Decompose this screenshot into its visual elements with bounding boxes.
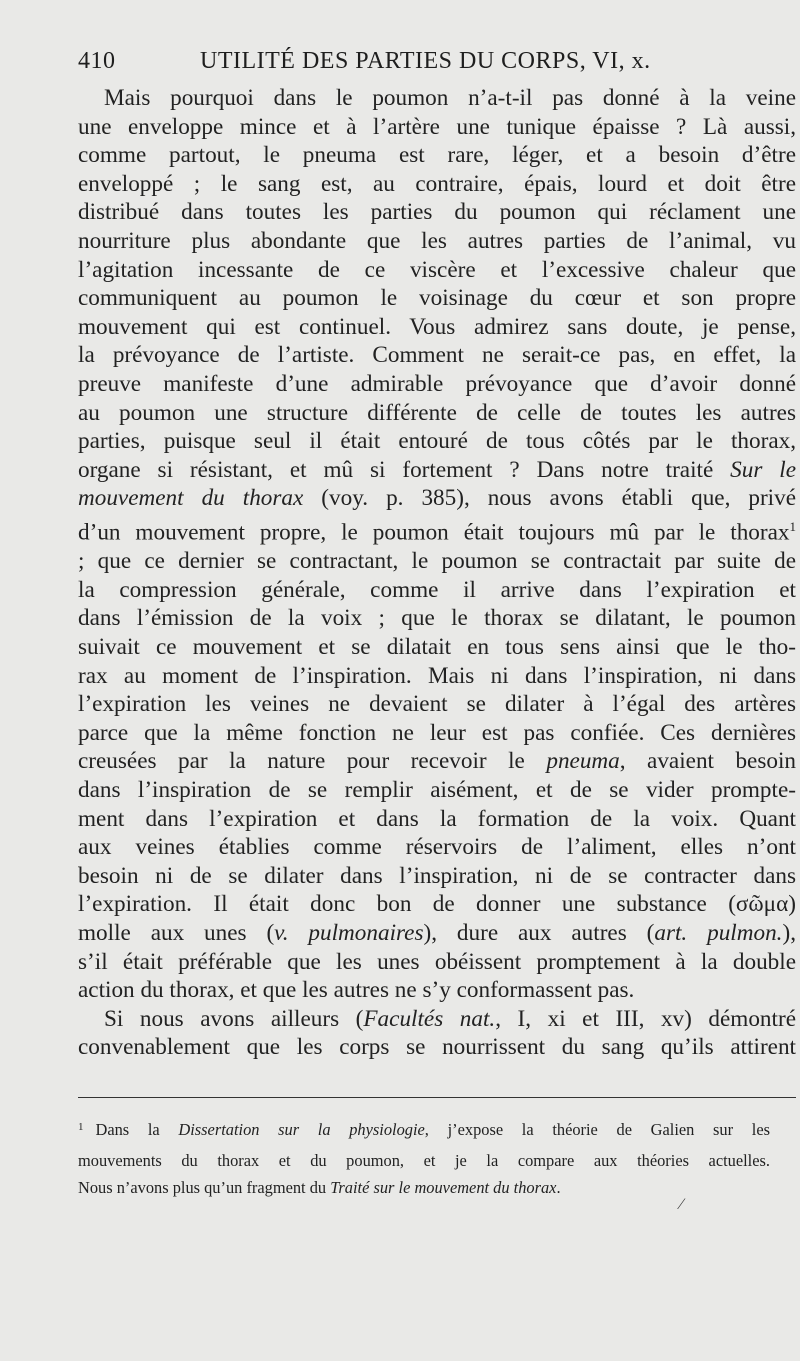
text-segment: Si nous avons ailleurs ( <box>104 1005 364 1032</box>
text-line <box>78 1005 796 1034</box>
italic-title: mouvement du thorax <box>78 485 304 512</box>
text-line <box>78 747 796 776</box>
text-line: preuve manifeste d’une admirable prévoyance que d’avoir donné <box>78 370 796 397</box>
running-title: UTILITÉ DES PARTIES DU CORPS, VI, x. <box>200 48 651 74</box>
text-line: comme partout, le pneuma est rare, léger, et a besoin d’être <box>78 142 796 169</box>
text-line: dans l’inspiration de se remplir aisément, et de se vider prompte- <box>78 776 796 803</box>
text-segment: Dans la <box>95 1120 179 1139</box>
text-line: ; que ce dernier se contractant, le poumon se contractait par suite de <box>78 548 796 575</box>
italic-title: Dissertation sur la physiologie <box>178 1120 425 1139</box>
text-segment: , avaient besoin <box>619 748 796 775</box>
text-line: action du thorax, et que les autres ne s’y conformassent pas. <box>78 977 635 1004</box>
text-line: parties, puisque seul il était entouré de tous côtés par le thorax, <box>78 428 796 455</box>
text-segment: Nous n’avons plus qu’un fragment du <box>78 1178 331 1198</box>
footnote-line <box>78 1174 770 1202</box>
italic-term: v. pulmonaires <box>274 919 424 946</box>
text-line: distribué dans toutes les parties du poumon qui réclament une <box>78 199 796 226</box>
text-segment: molle aux unes ( <box>78 919 275 946</box>
text-line: l’expiration les veines ne devaient se dilater à l’égal des artères <box>78 691 796 718</box>
footnote <box>78 1116 770 1202</box>
text-line <box>78 513 796 547</box>
text-line: rax au moment de l’inspiration. Mais ni dans l’inspiration, ni dans <box>78 662 796 689</box>
text-line: parce que la même fonction ne leur est pas confiée. Ces dernières <box>78 719 796 746</box>
main-text <box>78 84 796 1062</box>
text-line: suivait ce mouvement et se dilatait en tous sens ainsi que le tho- <box>78 634 796 661</box>
text-line: une enveloppe mince et à l’artère une tunique épaisse ? Là aussi, <box>78 113 796 140</box>
text-line: s’il était préférable que les unes obéissent promptement à la double <box>78 948 796 975</box>
text-line: enveloppé ; le sang est, au contraire, épais, lourd et doit être <box>78 170 796 197</box>
text-line: dans l’émission de la voix ; que le thorax se dilatant, le poumon <box>78 605 796 632</box>
text-segment: organe si résistant, et mû si fortement ? Dans notre traité <box>78 456 714 483</box>
text-line: aux veines établies comme réservoirs de l’aliment, elles n’ont <box>78 834 796 861</box>
text-line: l’expiration. Il était donc bon de donner une substance (σῶμα) <box>78 891 796 918</box>
italic-title: Sur le <box>730 456 797 483</box>
text-segment: . <box>556 1178 561 1198</box>
text-segment: , I, xi et III, xv) démontré <box>495 1005 796 1032</box>
text-segment: ), <box>782 919 796 946</box>
text-segment: ), dure aux autres ( <box>423 919 655 946</box>
footnote-reference[interactable]: 1 <box>789 518 796 534</box>
stray-mark: ⁄ <box>680 1196 683 1213</box>
text-segment: creusées par la nature pour recevoir le <box>78 748 525 775</box>
footnote-divider <box>78 1097 796 1098</box>
italic-term: art. pulmon. <box>654 919 783 946</box>
text-line: besoin ni de se dilater dans l’inspiration, ni de se contracter dans <box>78 862 796 889</box>
italic-reference: Facultés nat. <box>363 1005 496 1032</box>
text-line: nourriture plus abondante que les autres parties de l’animal, vu <box>78 227 796 254</box>
text-segment: d’un mouvement propre, le poumon était toujours mû par le thorax <box>78 519 790 546</box>
italic-term: pneuma <box>546 748 620 775</box>
text-line: convenablement que les corps se nourrissent du sang qu’ils attirent <box>78 1034 796 1061</box>
text-line: la compression générale, comme il arrive dans l’expiration et <box>78 576 796 603</box>
text-segment: (voy. p. 385), nous avons établi que, privé <box>321 485 797 512</box>
text-line: la prévoyance de l’artiste. Comment ne serait-ce pas, en effet, la <box>78 342 796 369</box>
text-line: au poumon une structure différente de celle de toutes les autres <box>78 399 796 426</box>
footnote-line <box>78 1116 770 1147</box>
page-number: 410 <box>78 48 116 74</box>
text-line <box>78 919 796 948</box>
text-line <box>78 456 796 485</box>
text-line: communiquent au poumon le voisinage du cœur et son propre <box>78 285 796 312</box>
footnote-marker: 1 <box>78 1121 84 1133</box>
footnote-line: mouvements du thorax et du poumon, et je la compare aux théories actuelles. <box>78 1150 770 1170</box>
italic-title: Traité sur le mouvement du thorax <box>330 1178 557 1198</box>
text-line: ment dans l’expiration et dans la formation de la voix. Quant <box>78 805 796 832</box>
text-segment: , j’expose la théorie de Galien sur les <box>424 1120 770 1139</box>
text-line <box>78 484 796 513</box>
text-line: mouvement qui est continuel. Vous admirez sans doute, je pense, <box>78 313 796 340</box>
text-line: Mais pourquoi dans le poumon n’a-t-il pas donné à la veine <box>104 85 796 111</box>
text-line: l’agitation incessante de ce viscère et l’excessive chaleur que <box>78 256 796 283</box>
